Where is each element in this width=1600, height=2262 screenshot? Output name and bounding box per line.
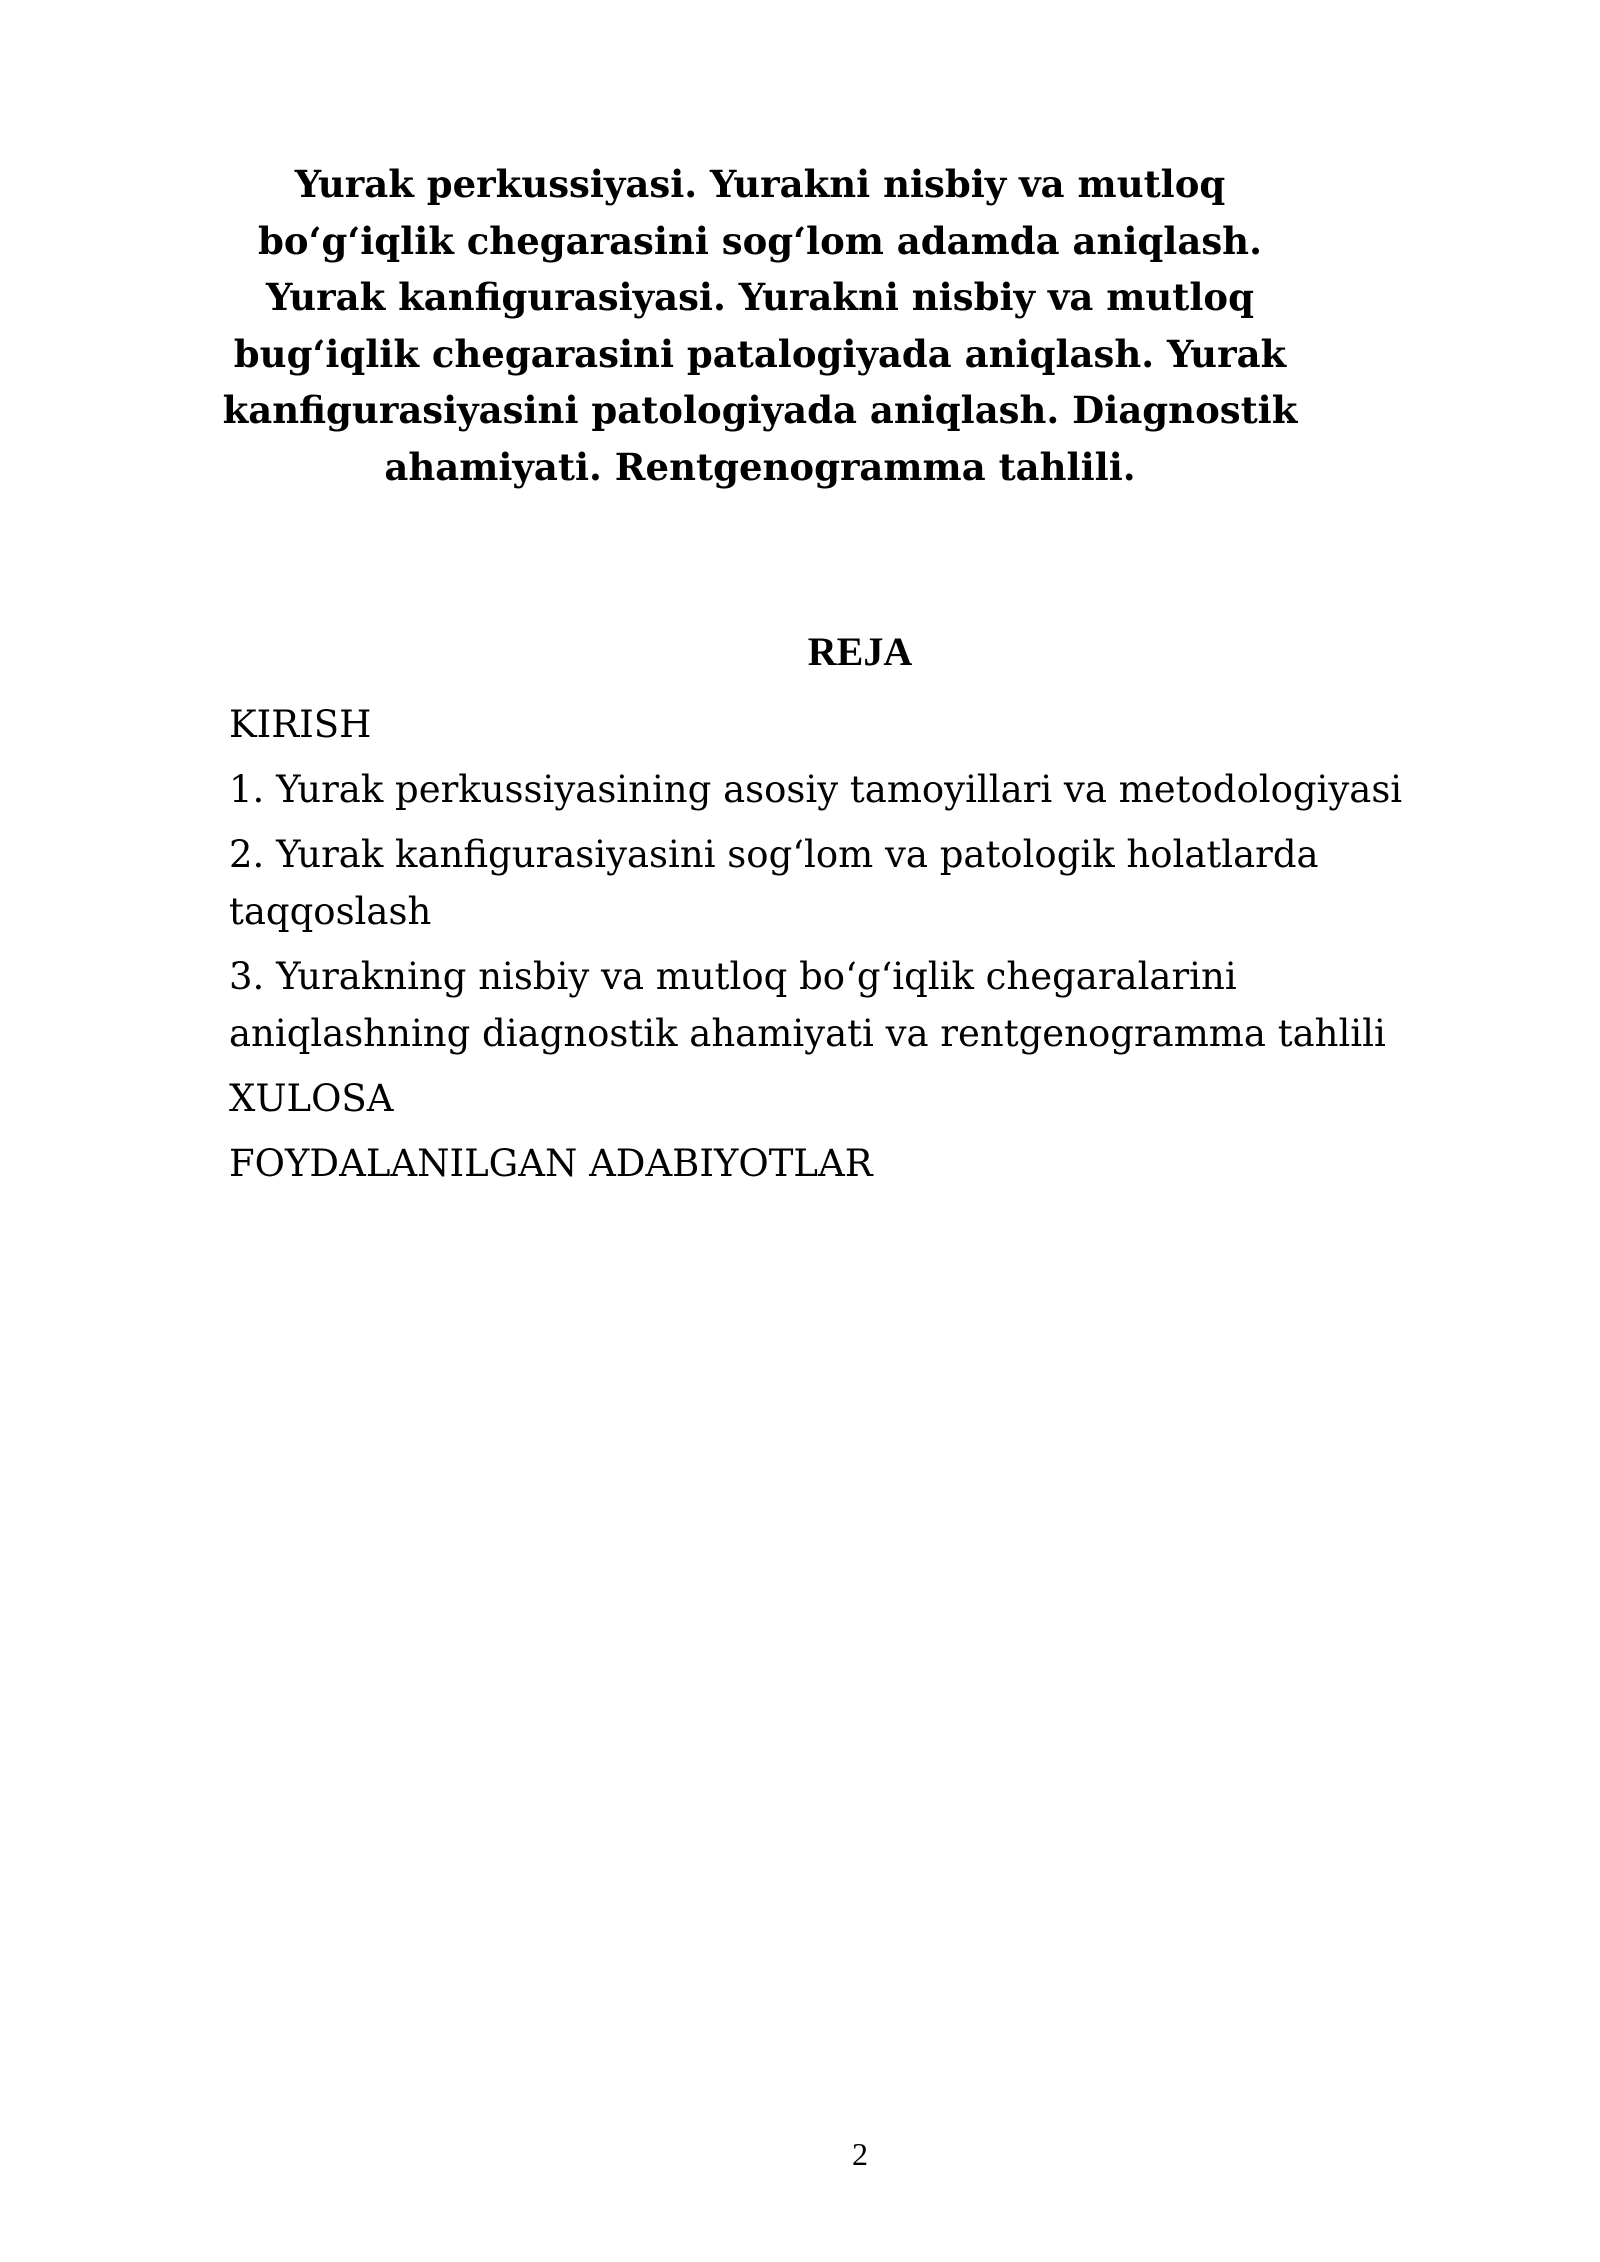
plan-item-introduction: KIRISH <box>229 703 372 746</box>
plan-item-references: FOYDALANILGAN ADABIYOTLAR <box>229 1142 873 1185</box>
plan-list <box>229 696 1429 1200</box>
plan-item-conclusion: XULOSA <box>229 1077 394 1120</box>
page-number: 2 <box>852 2136 868 2172</box>
plan-heading: REJA <box>807 629 913 674</box>
plan-item-3: 3. Yurakning nisbiy va mutloq bo‘g‘iqlik chegaralarini aniqlashning diagnostik ahamiyati va rentgenogramma tahlili <box>229 955 1386 1055</box>
plan-item-2: 2. Yurak kanfigurasiyasini sog‘lom va patologik holatlarda taqqoslash <box>229 833 1319 933</box>
document-title: Yurak perkussiyasi. Yurakni nisbiy va mutloq bo‘g‘iqlik chegarasini sog‘lom adamda aniqlash. Yurak kanfigurasiyasi. Yurakni nisbiy va mutloq bug‘iqlik chegarasini patalogiyada aniqlash. Yurak kanfigurasiyasini patologiyada aniqlash. Diagnostik ahamiyati. Rentgenogramma tahlili. <box>222 162 1298 489</box>
plan-item-1: 1. Yurak perkussiyasining asosiy tamoyillari va metodologiyasi <box>229 768 1403 811</box>
